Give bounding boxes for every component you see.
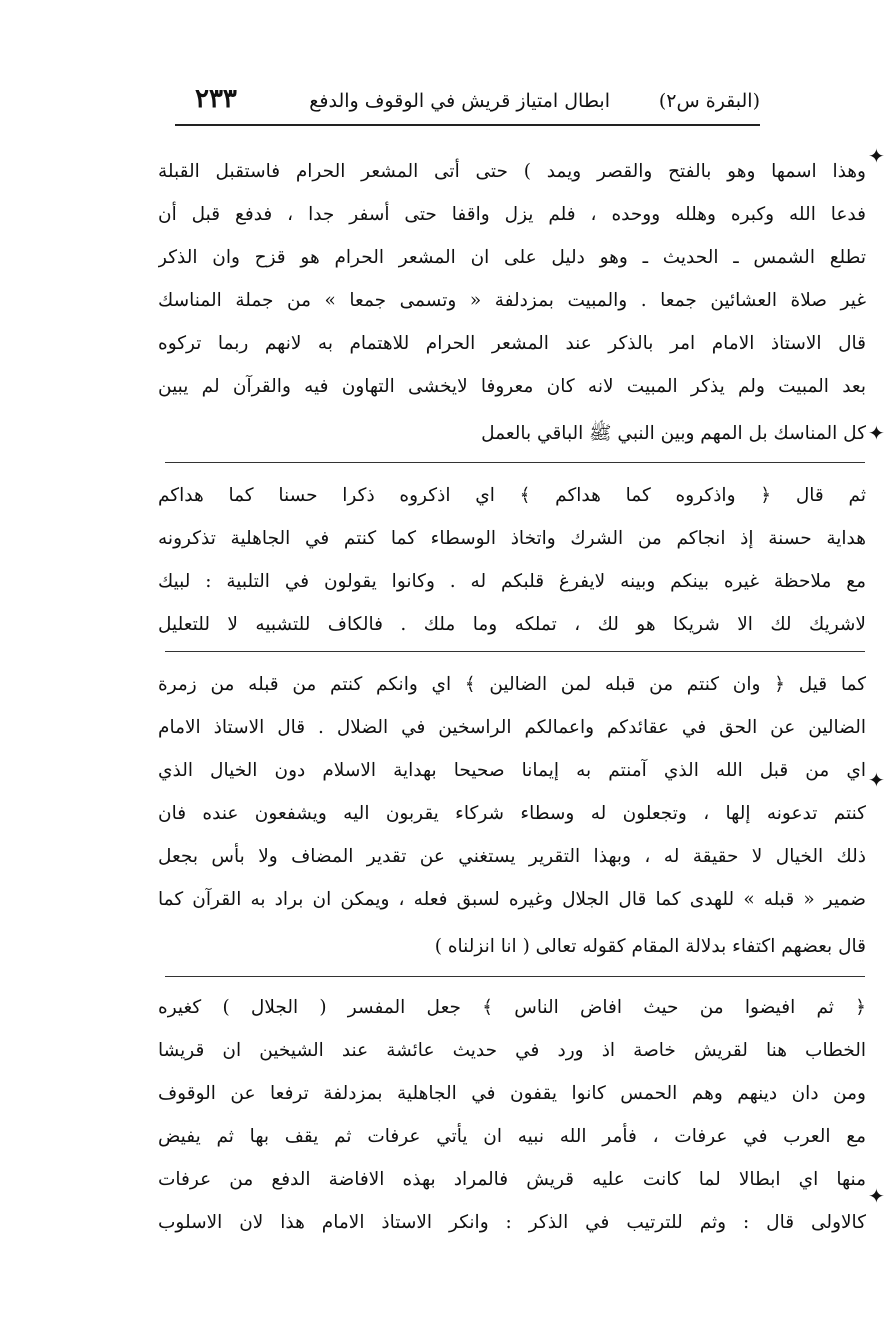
text-line: وهذا اسمها وهو بالفتح والقصر ويمد ) حتى أتى المشعر الحرام فاستقبل القبلة [158, 161, 866, 182]
surah-reference: (البقرة س٢) [658, 90, 760, 112]
text-line: الضالين عن الحق في عقائدكم واعمالكم الراسخين في الضلال . قال الاستاذ الامام [158, 717, 866, 738]
running-header [175, 86, 760, 116]
paragraph-separator [165, 651, 865, 652]
text-line: ذلك الخيال لا حقيقة له ، وبهذا التقرير يستغني عن تقدير المضاف ولا بأس بجعل [158, 846, 866, 867]
text-line: لاشريك لك الا شريكا هو لك ، تملكه وما ملك . فالكاف للتشبيه لا للتعليل [158, 614, 866, 635]
text-line: غير صلاة العشائين جمعا . والمبيت بمزدلفة « وتسمى جمعا » من جملة المناسك [158, 290, 866, 311]
text-line: تطلع الشمس ـ الحديث ـ وهو دليل على ان المشعر الحرام هو قزح وان الذكر [158, 247, 866, 268]
text-line: ضمير « قبله » للهدى كما قال الجلال وغيره لسبق فعله ، ويمكن ان براد به القرآن كما [158, 889, 866, 910]
text-line: ﴿ ثم افيضوا من حيث افاض الناس ﴾ جعل المفسر ( الجلال ) كغيره [158, 997, 866, 1018]
text-line: قال بعضهم اكتفاء بدلالة المقام كقوله تعالى ( انا انزلناه ) [434, 936, 866, 957]
page-number: ٢٣٣ [195, 84, 237, 114]
text-line: ثم قال ﴿ واذكروه كما هداكم ﴾ اي اذكروه ذكرا حسنا كما هداكم [158, 485, 866, 506]
text-line: منها اي ابطالا لما كانت عليه قريش فالمراد بهذه الافاضة الدفع من عرفات [158, 1169, 866, 1190]
text-line: ومن دان دينهم وهم الحمس كانوا يقفون في الجاهلية بمزدلفة ترفعا عن الوقوف [158, 1083, 866, 1104]
text-line: كنتم تدعونه إلها ، وتجعلون له وسطاء شركاء يقربون اليه ويشفعون عنده فان [158, 803, 866, 824]
text-line: كما قيل ﴿ وان كنتم من قبله لمن الضالين ﴾ اي وانكم كنتم من قبله من زمرة [158, 674, 866, 695]
paragraph-separator [165, 976, 865, 977]
text-line: هداية حسنة إذ انجاكم من الشرك واتخاذ الوسطاء كما كنتم في الجاهلية تذكرونه [158, 528, 866, 549]
section-title: ابطال امتياز قريش في الوقوف والدفع [309, 90, 610, 112]
header-rule [175, 124, 760, 126]
text-line: بعد المبيت ولم يذكر المبيت لانه كان معروفا لايخشى التهاون فيه والقرآن لم يبين [158, 376, 866, 397]
margin-ornament-icon: ✦ [868, 421, 885, 445]
text-line: اي من قبل الله الذي آمنتم به إيمانا صحيحا بهداية الاسلام دون الخيال الذي [158, 760, 866, 781]
margin-ornament-icon: ✦ [868, 1184, 885, 1208]
text-line: كل المناسك بل المهم وبين النبي ﷺ الباقي بالعمل [481, 423, 866, 444]
paragraph-separator [165, 462, 865, 463]
text-line: قال الاستاذ الامام امر بالذكر عند المشعر الحرام للاهتمام به لانهم ربما تركوه [158, 333, 866, 354]
margin-ornament-icon: ✦ [868, 768, 885, 792]
text-line: مع العرب في عرفات ، فأمر الله نبيه ان يأتي عرفات ثم يقف بها ثم يفيض [158, 1126, 866, 1147]
margin-ornament-icon: ✦ [868, 144, 885, 168]
text-line: كالاولى قال : وثم للترتيب في الذكر : وانكر الاستاذ الامام هذا لان الاسلوب [158, 1212, 866, 1233]
text-line: مع ملاحظة غيره بينكم وبينه لايفرغ قلبكم له . وكانوا يقولون في التلبية : لبيك [158, 571, 866, 592]
text-line: فدعا الله وكبره وهلله ووحده ، فلم يزل واقفا حتى أسفر جدا ، فدفع قبل أن [158, 204, 866, 225]
text-line: الخطاب هنا لقريش خاصة اذ ورد في حديث عائشة عند الشيخين ان قريشا [158, 1040, 866, 1061]
